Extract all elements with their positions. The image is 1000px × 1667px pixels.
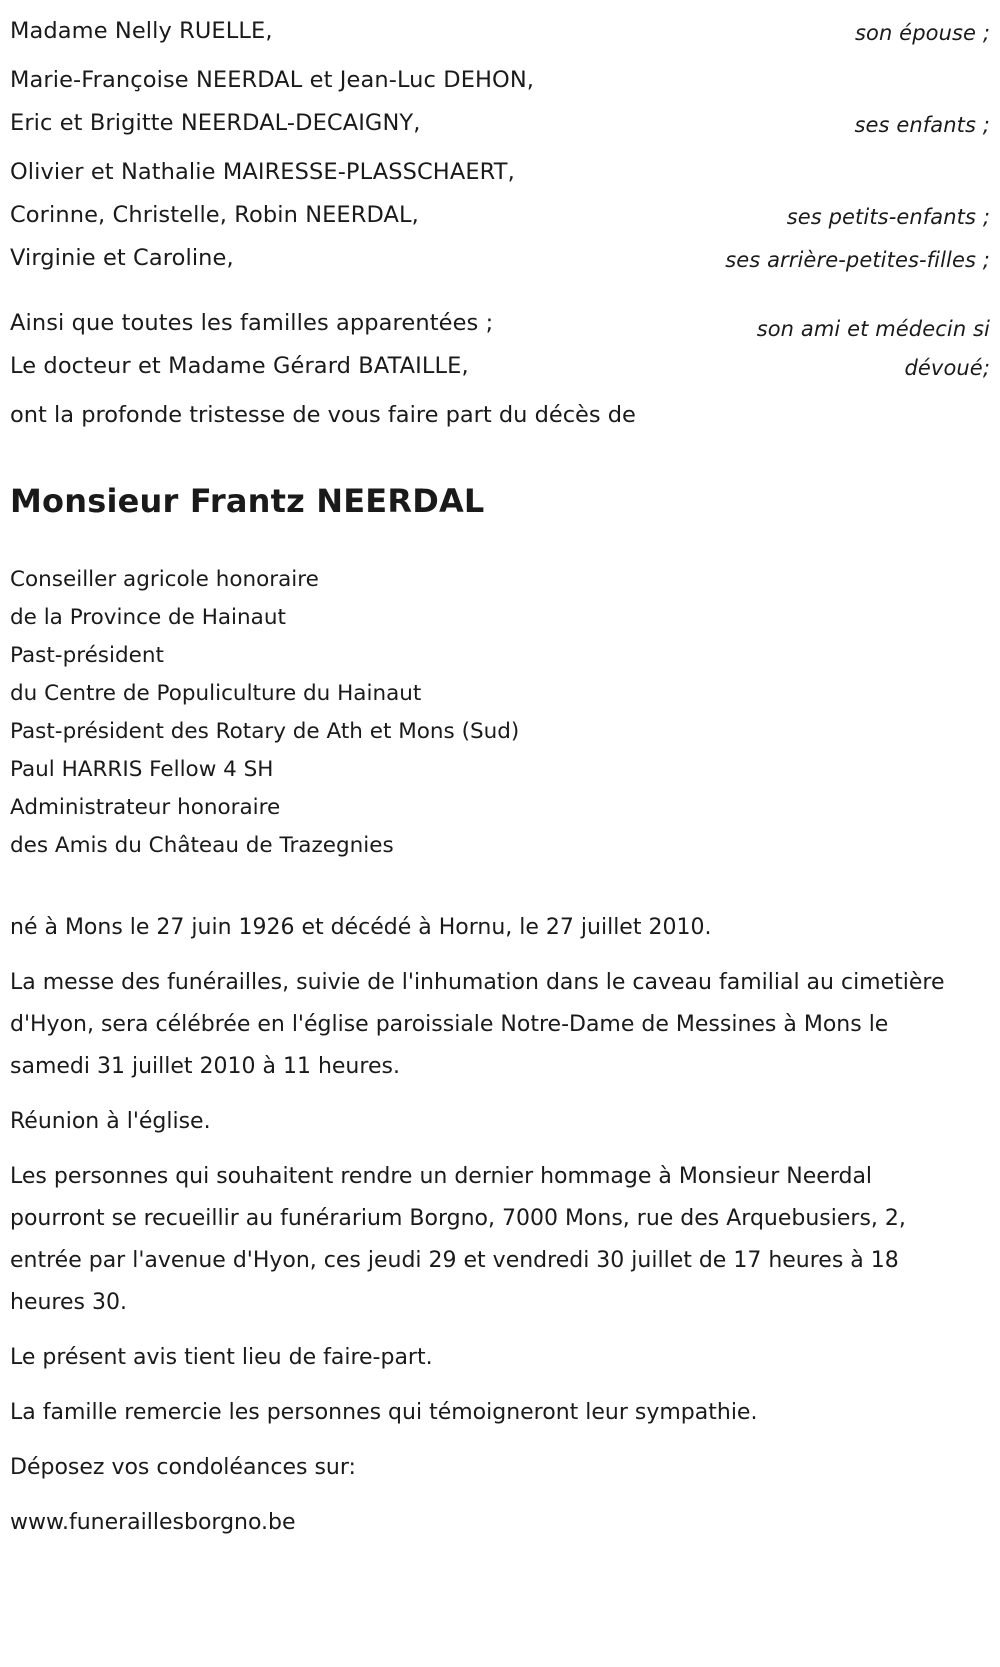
mourner-group-spouse [10, 10, 990, 53]
mourner-names [10, 237, 234, 280]
title-line: Administrateur honoraire [10, 795, 281, 820]
condolences-prompt: Déposez vos condoléances sur: [10, 1455, 356, 1480]
relation-label-great-granddaughters: ses arrière-petites-filles ; [725, 248, 990, 272]
relation-label-friend-physician: son ami et médecin si dévoué; [756, 317, 990, 380]
deceased-name: Monsieur Frantz NEERDAL [10, 482, 485, 520]
relation-label-grandchildren: ses petits-enfants ; [786, 205, 990, 229]
thanks-paragraph: La famille remercie les personnes qui témoigneront leur sympathie. [10, 1400, 758, 1425]
funeral-service-paragraph: La messe des funérailles, suivie de l'inhumation dans le caveau familial au cimetière d'Hyon, sera célébrée en l'église paroissiale Notre-Dame de Messines à Mons le samedi 31 juillet 2010 à 11 heures. [10, 970, 945, 1079]
condolences-website-link[interactable]: www.funeraillesborgno.be [10, 1510, 296, 1535]
mourner-name: Olivier et Nathalie MAIRESSE-PLASSCHAERT, [10, 159, 515, 185]
gathering-paragraph: Réunion à l'église. [10, 1109, 211, 1134]
birth-death-line: né à Mons le 27 juin 1926 et décédé à Hornu, le 27 juillet 2010. [10, 915, 712, 940]
relation-label-children: ses enfants ; [854, 113, 990, 137]
mourner-names [10, 151, 515, 237]
mourner-name: Corinne, Christelle, Robin NEERDAL, [10, 202, 419, 228]
title-line: de la Province de Hainaut [10, 605, 286, 630]
title-line: Past-président [10, 643, 164, 668]
deceased-titles [10, 561, 990, 865]
visitation-paragraph: Les personnes qui souhaitent rendre un dernier hommage à Monsieur Neerdal pourront se recueillir au funérarium Borgno, 7000 Mons, rue des Arquebusiers, 2, entrée par l'avenue d'Hyon, ces jeudi 29 et vendredi 30 juillet de 17 heures à 18 heures 30. [10, 1164, 906, 1315]
mourner-names [10, 10, 273, 53]
mourner-name: Le docteur et Madame Gérard BATAILLE, [10, 353, 469, 379]
title-line: des Amis du Château de Trazegnies [10, 833, 394, 858]
mourner-name: Ainsi que toutes les familles apparentées ; [10, 310, 494, 336]
title-line: Paul HARRIS Fellow 4 SH [10, 757, 274, 782]
mourner-name: Marie-Françoise NEERDAL et Jean-Luc DEHON, [10, 67, 535, 93]
announcement-lead-in: ont la profonde tristesse de vous faire part du décès de [10, 402, 636, 428]
title-line: Past-président des Rotary de Ath et Mons (Sud) [10, 719, 520, 744]
notice-body [10, 907, 990, 1544]
mourner-group-friend-physician [10, 302, 990, 388]
title-line: du Centre de Populiculture du Hainaut [10, 681, 422, 706]
mourner-name: Virginie et Caroline, [10, 245, 234, 271]
notice-statement-paragraph: Le présent avis tient lieu de faire-part. [10, 1345, 433, 1370]
mourner-group-grandchildren [10, 151, 990, 237]
mourner-name: Madame Nelly RUELLE, [10, 18, 273, 44]
title-line: Conseiller agricole honoraire [10, 567, 319, 592]
mourners-section [10, 10, 990, 388]
mourner-names [10, 59, 534, 145]
mourner-names [10, 302, 493, 388]
relation-label-spouse: son épouse ; [855, 21, 990, 45]
mourner-group-children [10, 59, 990, 145]
mourner-name: Eric et Brigitte NEERDAL-DECAIGNY, [10, 110, 421, 136]
mourner-group-great-granddaughters [10, 237, 990, 280]
